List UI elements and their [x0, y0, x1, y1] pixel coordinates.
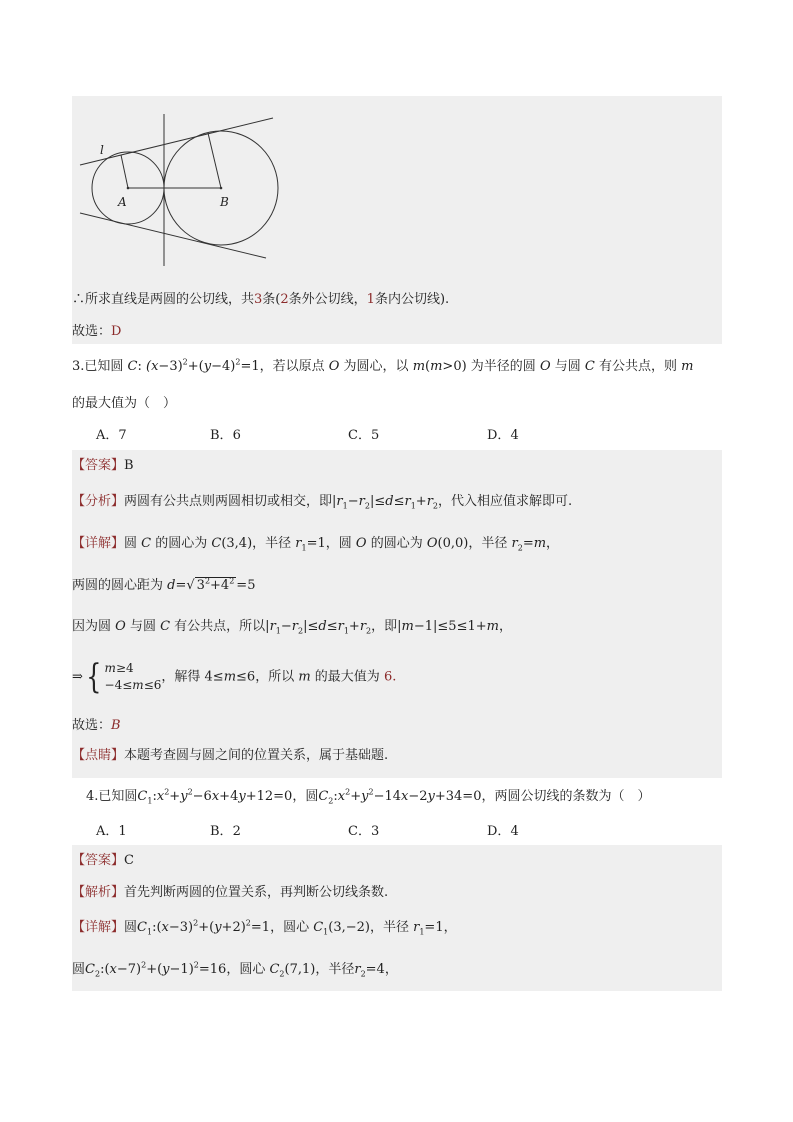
q4-detail: 【详解】圆$C_1:(x-3)^2+(y+2)^2=1$，圆心 $C_1(3,-2)$，半径 $r_1=1$， — [72, 918, 457, 937]
q3-option-d: D．4 — [487, 428, 519, 443]
q3-option-b: B．6 — [210, 428, 241, 443]
q3-answer: 【答案】B — [72, 458, 134, 473]
q4-option-c: C．3 — [348, 824, 380, 839]
label-b: B — [220, 195, 229, 209]
q3-option-c: C．5 — [348, 428, 380, 443]
q3-because: 因为圆 O 与圆 C 有公共点，所以$|r_1-r_2|\le d\le r_1+r_2$，即|m−1|≤5≤1+m， — [72, 619, 512, 636]
radius-a — [121, 155, 128, 188]
external-tangent-bottom — [80, 213, 266, 258]
radius-b — [208, 133, 221, 188]
q3-analysis: 【分析】两圆有公共点则两圆相切或相交，即$|r_1-r_2|\le d\le r_1+r_2$，代入相应值求解即可. — [72, 494, 573, 511]
q4-option-a: A．1 — [96, 824, 127, 839]
q4-option-d: D．4 — [487, 824, 519, 839]
q4-stem: 4.已知圆$C_1:x^2+y^2-6x+4y+12=0$，圆$C_2:x^2+y^2-14x-2y+34=0$，两圆公切线的条数为（ ） — [86, 787, 651, 806]
q3-choose: 故选：B — [72, 718, 121, 733]
q4-answer: 【答案】C — [72, 853, 134, 868]
center-a-dot — [127, 187, 130, 190]
q2-choose: 故选：D — [72, 324, 122, 339]
q3-option-a: A．7 — [96, 428, 127, 443]
label-a: A — [118, 195, 127, 209]
q4-analysis: 【解析】首先判断两圆的位置关系，再判断公切线条数. — [72, 885, 389, 900]
q3-stem-line2: 的最大值为（ ） — [72, 396, 177, 411]
q3-stem: 3.已知圆 C: $(x-3)^2+(y-4)^2=1$，若以原点 O 为圆心，以 m(m>0) 为半径的圆 O 与圆 C 有公共点，则 m — [72, 357, 694, 374]
tangent-circles-figure — [78, 110, 288, 270]
q4-detail-line2: 圆$C_2:(x-7)^2+(y-1)^2=16$，圆心 $C_2(7,1)$，半径$r_2=4$， — [72, 960, 398, 979]
q3-comment: 【点睛】本题考查圆与圆之间的位置关系，属于基础题. — [72, 748, 389, 763]
q3-detail: 【详解】圆 C 的圆心为 C(3,4)，半径 $r_1=1$，圆 O 的圆心为 O(0,0)，半径 $r_2=m$， — [72, 536, 560, 553]
q4-option-b: B．2 — [210, 824, 241, 839]
label-l: l — [100, 143, 104, 157]
q3-solve: ⇒ { m≥4 −4≤m≤6 ，解得 4≤m≤6，所以 m 的最大值为 6. — [72, 657, 397, 697]
q2-conclusion: ∴所求直线是两圆的公切线，共3条(2条外公切线，1条内公切线). — [72, 292, 450, 307]
q3-distance: 两圆的圆心距为 d=√ $3^2+4^2 =5$ — [72, 576, 256, 593]
center-b-dot — [220, 187, 223, 190]
